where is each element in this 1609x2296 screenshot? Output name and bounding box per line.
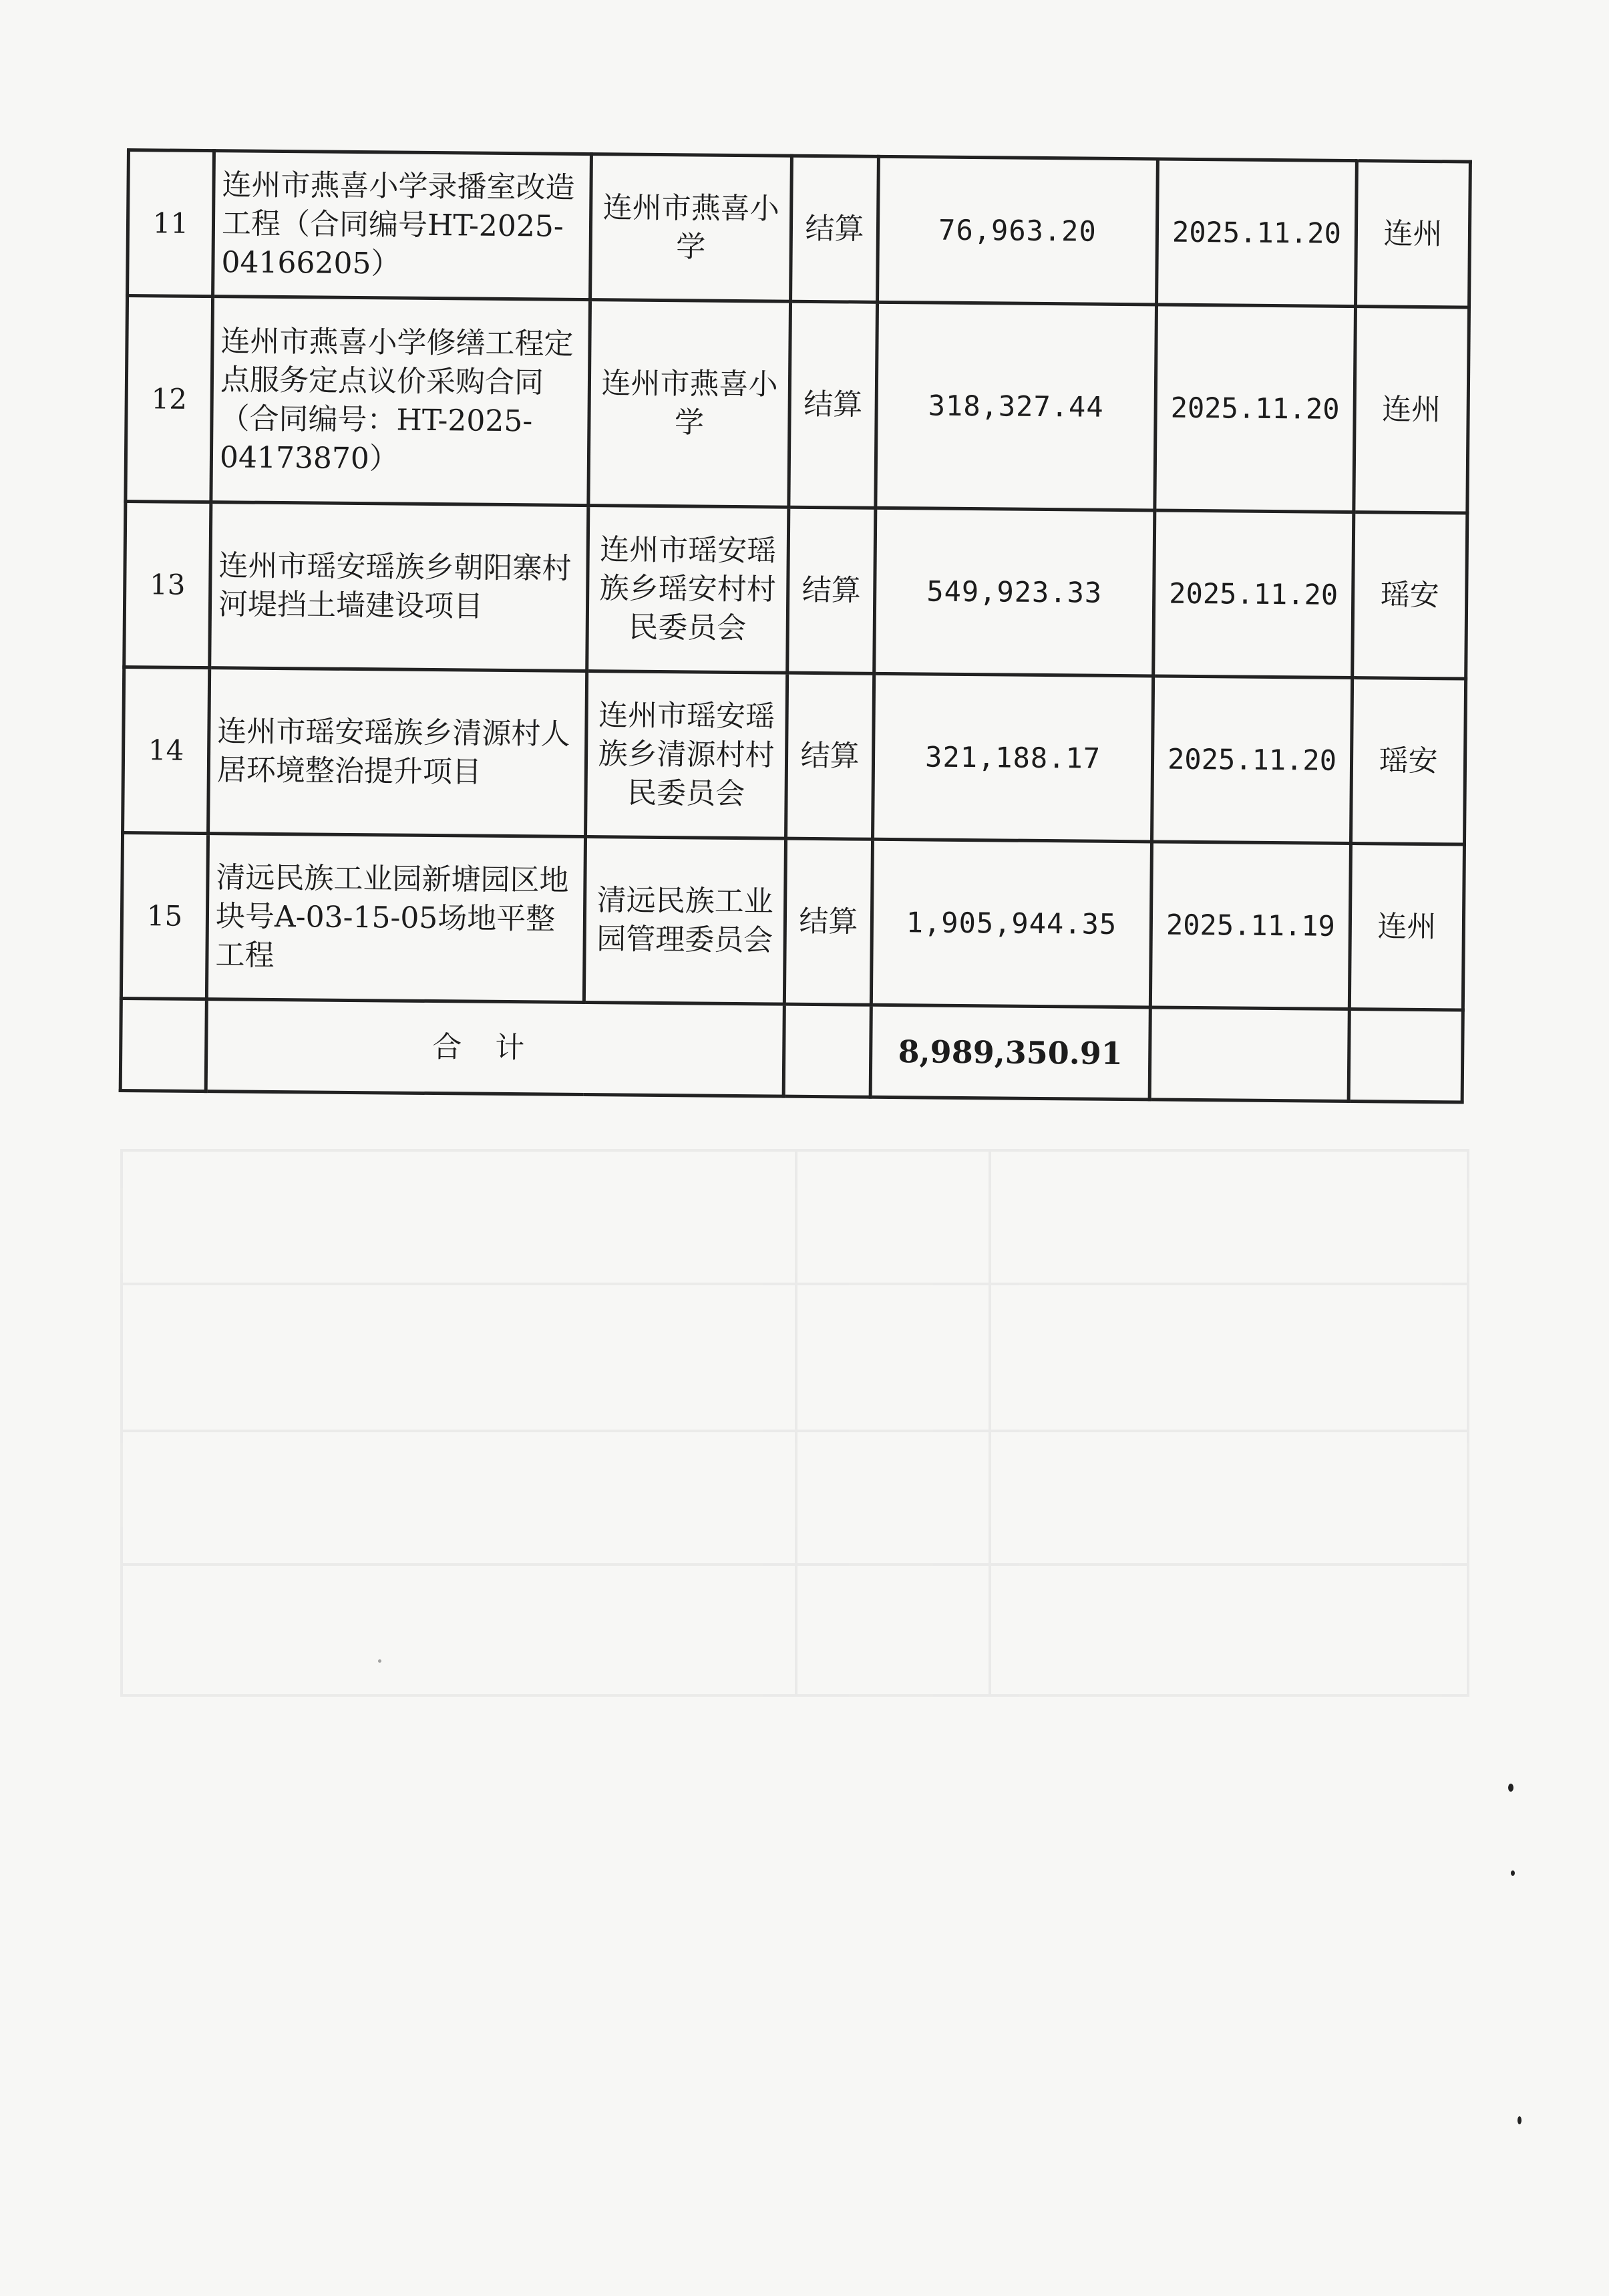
owner-unit: 连州市瑶安瑶族乡瑶安村村民委员会 [587,506,789,673]
scan-speck [1508,1784,1513,1792]
date-cell: 2025.11.20 [1152,676,1353,844]
status-cell: 结算 [786,673,874,839]
total-blank-cell [120,998,206,1091]
project-name: 连州市瑶安瑶族乡清源村人居环境整治提升项目 [208,668,587,837]
amount-cell: 76,963.20 [878,156,1158,305]
project-name: 连州市燕喜小学修缮工程定点服务定点议价采购合同（合同编号：HT-2025-04173870） [211,297,590,506]
table-row [121,832,1464,1010]
owner-unit: 连州市瑶安瑶族乡清源村村民委员会 [586,671,787,839]
total-blank-cell [1149,1007,1349,1102]
region-cell: 连州 [1349,844,1464,1010]
scan-speck [378,1659,381,1663]
region-cell: 瑶安 [1351,678,1465,844]
table-row [123,667,1466,844]
settlement-table [119,148,1472,1104]
region-cell: 连州 [1356,161,1471,307]
table-row [128,150,1471,308]
project-name: 清远民族工业园新塘园区地块号A-03-15-05场地平整工程 [206,834,585,1003]
show-through-ghost-table [120,1149,1469,1697]
status-cell: 结算 [789,301,878,508]
table-row [126,296,1469,514]
status-cell: 结算 [787,507,876,673]
amount-cell: 1,905,944.35 [871,839,1151,1007]
total-row [120,998,1463,1102]
date-cell: 2025.11.20 [1153,510,1354,678]
row-number: 13 [124,502,211,668]
total-blank-cell [783,1004,871,1097]
status-cell: 结算 [791,156,879,302]
project-name: 连州市瑶安瑶族乡朝阳寨村河堤挡土墙建设项目 [210,502,588,671]
total-amount: 8,989,350.91 [870,1005,1150,1100]
date-cell: 2025.11.19 [1150,842,1351,1009]
row-number: 12 [126,296,213,502]
date-cell: 2025.11.20 [1155,305,1356,512]
owner-unit: 清远民族工业园管理委员会 [584,837,785,1005]
amount-cell: 549,923.33 [874,508,1155,676]
row-number: 15 [121,832,208,999]
total-blank-cell [1349,1009,1463,1102]
date-cell: 2025.11.20 [1157,159,1357,307]
region-cell: 连州 [1354,307,1469,513]
status-cell: 结算 [784,838,872,1005]
table-row [124,502,1467,679]
region-cell: 瑶安 [1353,512,1467,679]
amount-cell: 321,188.17 [873,673,1153,842]
amount-cell: 318,327.44 [876,302,1157,510]
owner-unit: 连州市燕喜小学 [588,300,791,508]
row-number: 14 [123,667,210,833]
scan-speck [1511,1870,1515,1876]
project-name: 连州市燕喜小学录播室改造工程（合同编号HT-2025-04166205） [213,151,592,300]
total-label: 合计 [206,999,784,1097]
row-number: 11 [128,150,214,297]
scan-speck [1517,2116,1522,2124]
owner-unit: 连州市燕喜小学 [590,154,792,302]
